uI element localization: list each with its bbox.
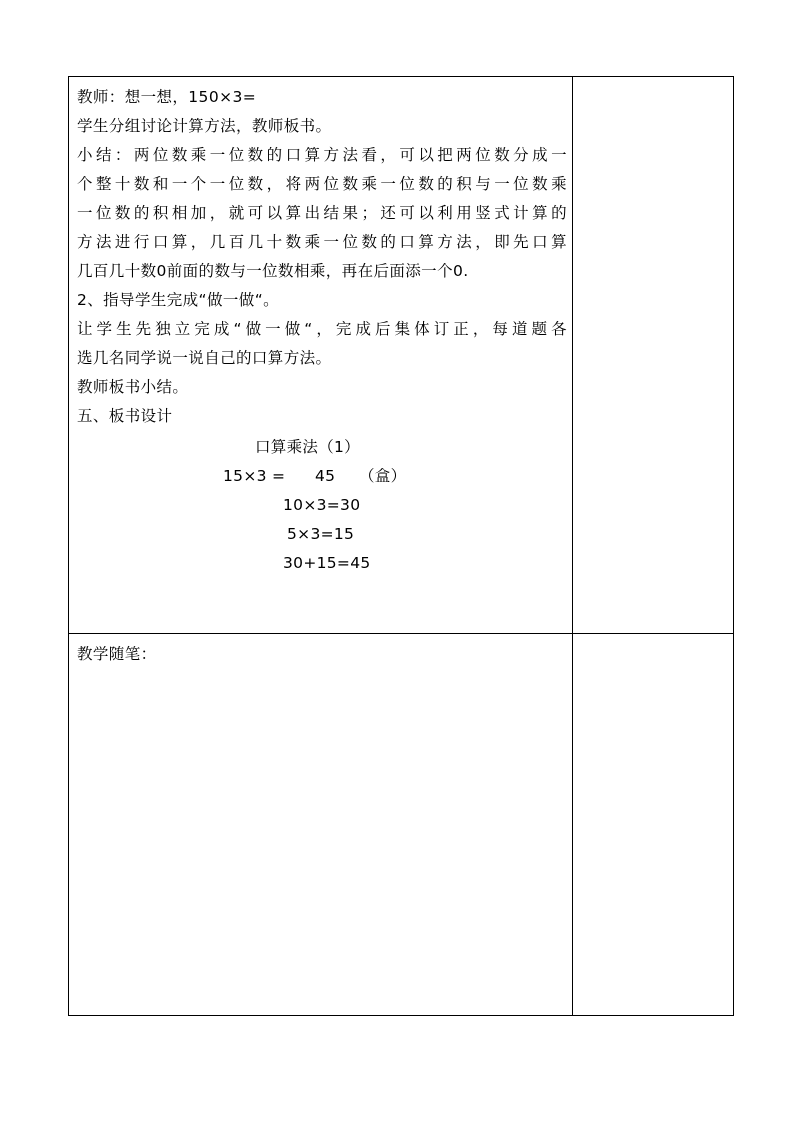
text-line: 个整十数和一个一位数，将两位数乘一位数的积与一位数乘 bbox=[77, 175, 567, 193]
text-line: 学生分组讨论计算方法，教师板书。 bbox=[77, 117, 332, 135]
text-line: 让学生先独立完成“做一做“，完成后集体订正，每道题各 bbox=[77, 320, 567, 338]
board-unit: （盒） bbox=[359, 467, 407, 485]
board-result: 45 bbox=[315, 467, 336, 485]
board-title: 口算乘法（1） bbox=[255, 438, 360, 456]
lesson-plan-table bbox=[68, 76, 734, 1016]
lesson-text bbox=[77, 83, 567, 431]
lesson-content-cell bbox=[69, 77, 573, 633]
notes-row bbox=[69, 634, 733, 1015]
text-line: 一位数的积相加，就可以算出结果；还可以利用竖式计算的 bbox=[77, 204, 567, 222]
text-line: 教师板书小结。 bbox=[77, 378, 189, 396]
board-step: 5×3=15 bbox=[287, 525, 355, 543]
notes-label: 教学随笔： bbox=[77, 645, 157, 663]
text-line: 方法进行口算，几百几十数乘一位数的口算方法，即先口算 bbox=[77, 233, 567, 251]
text-line: 2、指导学生完成“做一做“。 bbox=[77, 291, 280, 309]
lesson-content-row bbox=[69, 77, 733, 634]
notes-remarks-cell bbox=[573, 634, 733, 1015]
board-step: 30+15=45 bbox=[283, 554, 371, 572]
text-line: 小结：两位数乘一位数的口算方法看，可以把两位数分成一 bbox=[77, 146, 567, 164]
text-line: 几百几十数0前面的数与一位数相乘，再在后面添一个0. bbox=[77, 262, 469, 280]
text-line: 选几名同学说一说自己的口算方法。 bbox=[77, 349, 332, 367]
text-line: 教师：想一想，150×3= bbox=[77, 88, 257, 106]
board-step: 10×3=30 bbox=[283, 496, 361, 514]
section-heading: 五、板书设计 bbox=[77, 407, 173, 425]
notes-cell bbox=[69, 634, 573, 1015]
board-expression: 15×3 = bbox=[223, 467, 286, 485]
remarks-cell bbox=[573, 77, 733, 633]
